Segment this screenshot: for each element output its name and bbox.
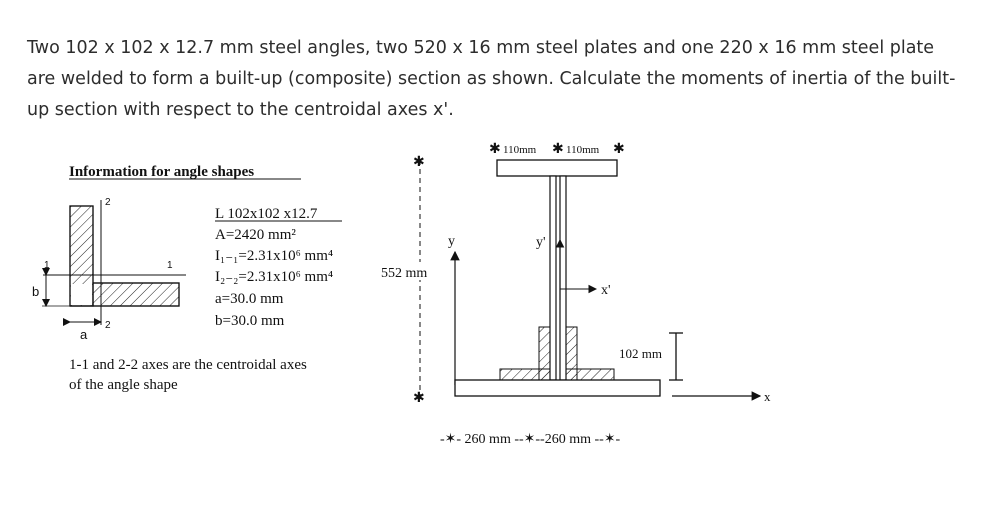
dim-a-label: a [80, 327, 88, 342]
y-axis-label: y [448, 234, 455, 249]
angle-i11: I₁₋₁=2.31x10⁶ mm⁴ [215, 248, 334, 264]
angle-i22: I₂₋₂=2.31x10⁶ mm⁴ [215, 269, 334, 285]
web-plate-right [560, 176, 566, 380]
top-plate [497, 160, 617, 176]
angle-a-value: a=30.0 mm [215, 291, 284, 307]
axes-note-line-1: 1-1 and 2-2 axes are the centroidal axes [69, 357, 307, 373]
height-dim-bottom-mark: ✱ [413, 389, 425, 405]
web-plate-left [550, 176, 556, 380]
top-dim-2: 110mm [566, 144, 600, 156]
angle-area: A=2420 mm² [215, 227, 296, 243]
height-dim-top-mark: ✱ [413, 153, 425, 169]
angle-shape-drawing [32, 197, 186, 342]
top-dim-mark-right: ✱ [613, 140, 625, 156]
angle-spec-title: L 102x102 x12.7 [215, 206, 318, 222]
top-dim-mark-left: ✱ [489, 140, 501, 156]
bottom-plate [455, 380, 660, 396]
axis-2-bottom-label: 2 [105, 320, 111, 331]
info-heading: Information for angle shapes [69, 164, 255, 180]
y-prime-label: y' [536, 235, 546, 250]
angle-dim-label: 102 mm [619, 346, 662, 361]
x-prime-label: x' [601, 283, 611, 298]
x-axis-label: x [764, 389, 771, 404]
bottom-dimension: -✶- 260 mm --✶--260 mm --✶- [440, 432, 621, 447]
axis-1-right-label: 1 [167, 260, 173, 271]
top-dim-1: 110mm [503, 144, 537, 156]
angle-info-panel [32, 164, 342, 393]
dim-b-label: b [32, 284, 40, 299]
problem-statement: Two 102 x 102 x 12.7 mm steel angles, two 520 x 16 mm steel plates and one 220 x 16 mm steel plate are welded to form a built-up (composite) section as shown. Calculate the moments of inertia of the built-up section with respect to the centroidal axes x'. [27, 38, 956, 120]
axes-note-line-2: of the angle shape [69, 377, 178, 393]
axis-1-left-label: 1 [44, 260, 50, 271]
height-label: 552 mm [381, 266, 428, 281]
right-angle [566, 327, 614, 380]
angle-b-value: b=30.0 mm [215, 313, 285, 329]
built-up-section [381, 140, 771, 447]
top-dim-mark-mid: ✱ [552, 140, 564, 156]
left-angle [500, 327, 550, 380]
axis-2-top-label: 2 [105, 197, 111, 208]
